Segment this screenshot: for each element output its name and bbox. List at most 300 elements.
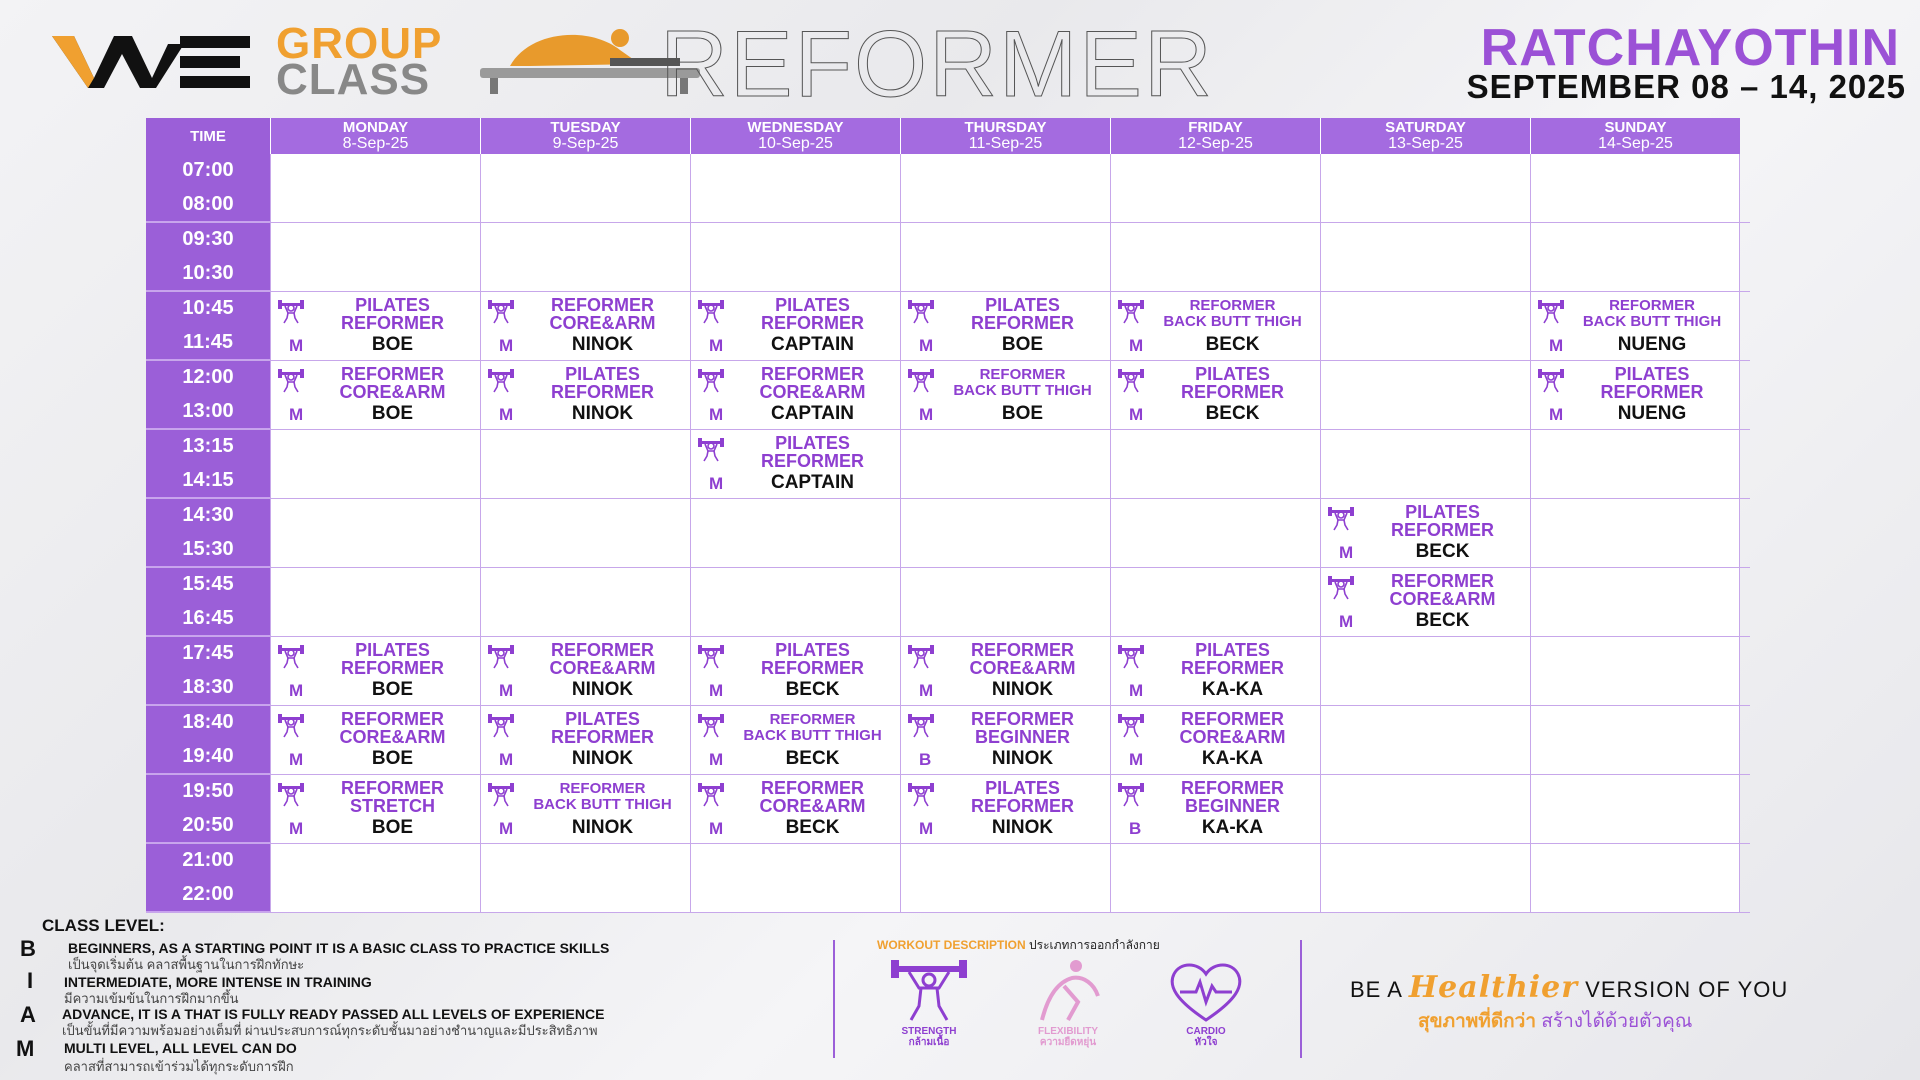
- class-name-line1: REFORMER: [341, 364, 444, 384]
- trainer-name: BECK: [1205, 334, 1260, 355]
- class-name-line2: CORE&ARM: [969, 658, 1076, 678]
- class-level-badge: M: [1129, 336, 1144, 355]
- schedule-cell: [480, 844, 690, 912]
- slogan-thai: [1418, 1006, 1692, 1036]
- day-name: WEDNESDAY: [747, 119, 844, 136]
- class-name: [1147, 779, 1318, 815]
- class-name-line2: BEGINNER: [974, 727, 1070, 747]
- start-time: 13:15: [182, 435, 234, 458]
- class-level-badge: M: [1129, 750, 1144, 769]
- level-description: MULTI LEVEL, ALL LEVEL CAN DO: [64, 1040, 297, 1056]
- start-time: 10:45: [182, 297, 234, 320]
- start-time: 17:45: [182, 642, 234, 665]
- schedule-cell: [1530, 844, 1740, 912]
- type-en: CARDIO: [1186, 1026, 1226, 1037]
- day-name: SUNDAY: [1604, 119, 1667, 136]
- schedule-cell: [690, 223, 900, 291]
- schedule-cell: [1110, 154, 1320, 222]
- class-name: [1147, 298, 1318, 330]
- level-letter: I: [27, 968, 34, 993]
- schedule-cell: [1530, 568, 1740, 636]
- class-card[interactable]: [690, 292, 900, 360]
- time-slot: [146, 568, 270, 636]
- class-name-line1: PILATES: [565, 709, 640, 729]
- trainer-name: BOE: [371, 403, 414, 424]
- class-name-line2: REFORMER: [551, 382, 654, 402]
- end-time: 08:00: [182, 192, 234, 215]
- strength-icon: [1327, 505, 1355, 531]
- schedule-grid: [146, 118, 1750, 913]
- class-card[interactable]: [1320, 568, 1530, 636]
- class-name: [307, 365, 478, 401]
- strength-icon: [697, 643, 725, 669]
- class-card[interactable]: [1110, 706, 1320, 774]
- schedule-cell: [1530, 499, 1740, 567]
- start-time: 21:00: [182, 849, 234, 872]
- schedule-cell: [1530, 430, 1740, 498]
- strength-icon: [697, 781, 725, 807]
- class-level-badge: B: [919, 750, 932, 769]
- class-name-line1: PILATES: [565, 364, 640, 384]
- class-card[interactable]: [480, 775, 690, 843]
- day-date: 8-Sep-25: [342, 135, 409, 152]
- class-name-line2: CORE&ARM: [759, 796, 866, 816]
- trainer-name: NINOK: [571, 403, 634, 424]
- class-name-line1: REFORMER: [1189, 297, 1276, 314]
- class-name-line2: BACK BUTT THIGH: [1582, 313, 1722, 330]
- schedule-cell: [900, 844, 1110, 912]
- trainer-name: NUENG: [1617, 334, 1687, 355]
- class-name-line1: REFORMER: [1181, 778, 1284, 798]
- trainer-name: BECK: [1415, 610, 1470, 631]
- schedule-cell: [1320, 292, 1530, 360]
- class-card[interactable]: [480, 292, 690, 360]
- type-en: STRENGTH: [901, 1026, 957, 1037]
- class-name: [727, 712, 898, 744]
- class-name-line2: REFORMER: [1600, 382, 1704, 402]
- schedule-cell: [270, 430, 480, 498]
- reformer-title: REFORMER: [660, 11, 1214, 116]
- end-time: 15:30: [182, 537, 234, 560]
- class-level-badge: M: [1339, 543, 1354, 562]
- strength-icon: [1537, 367, 1565, 393]
- class-level-badge: M: [709, 681, 724, 700]
- class-card[interactable]: [270, 706, 480, 774]
- day-name: SATURDAY: [1385, 119, 1466, 136]
- class-name: [517, 641, 688, 677]
- class-name: [937, 296, 1108, 332]
- class-name-line2: REFORMER: [341, 658, 444, 678]
- workout-description-title: [877, 936, 1160, 955]
- class-level-badge: M: [499, 405, 514, 424]
- class-name-line1: PILATES: [775, 640, 850, 660]
- schedule-row: [146, 775, 1750, 844]
- strength-icon: [907, 298, 935, 324]
- schedule-cell: [900, 223, 1110, 291]
- class-name: [1147, 710, 1318, 746]
- trainer-name: NINOK: [991, 748, 1054, 769]
- schedule-cell: [1530, 154, 1740, 222]
- strength-icon: [1117, 298, 1145, 324]
- level-letter: A: [20, 1002, 36, 1027]
- time-slot: [146, 775, 270, 843]
- class-name-line1: PILATES: [1614, 364, 1690, 384]
- trainer-name: NINOK: [571, 334, 634, 355]
- schedule-cell: [1320, 706, 1530, 774]
- class-name: [1147, 365, 1318, 401]
- class-name-line2: REFORMER: [971, 313, 1074, 333]
- slogan: [1350, 970, 1788, 1005]
- class-name-line2: REFORMER: [1181, 658, 1284, 678]
- slogan-post: VERSION OF YOU: [1578, 977, 1789, 1002]
- day-name: TUESDAY: [550, 119, 621, 136]
- strength-icon: [487, 712, 515, 738]
- end-time: 13:00: [182, 399, 234, 422]
- end-time: 11:45: [182, 330, 234, 353]
- class-name: [1147, 641, 1318, 677]
- trainer-name: BOE: [371, 679, 414, 700]
- schedule-cell: [270, 223, 480, 291]
- class-name: [727, 296, 898, 332]
- class-name: [727, 641, 898, 677]
- class-level-badge: M: [1549, 405, 1564, 424]
- class-card[interactable]: [690, 430, 900, 498]
- class-name: [1567, 298, 1737, 330]
- schedule-cell: [270, 154, 480, 222]
- schedule-row: [146, 430, 1750, 499]
- trainer-name: NINOK: [991, 679, 1054, 700]
- class-name: [307, 296, 478, 332]
- workout-title-en: WORKOUT DESCRIPTION: [877, 938, 1026, 952]
- class-name: [727, 365, 898, 401]
- trainer-name: NINOK: [571, 817, 634, 838]
- class-name: [937, 710, 1108, 746]
- schedule-cell: [1320, 637, 1530, 705]
- day-header-wednesday: [690, 118, 900, 154]
- flexibility-icon: [1028, 956, 1108, 1026]
- level-description: BEGINNERS, AS A STARTING POINT IT IS A BASIC CLASS TO PRACTICE SKILLS: [68, 940, 610, 956]
- slogan-thai-accent: สุขภาพที่ดีกว่า: [1418, 1011, 1537, 1032]
- class-level-badge: M: [289, 681, 304, 700]
- day-header-tuesday: [480, 118, 690, 154]
- class-name-line2: CORE&ARM: [549, 313, 656, 333]
- strength-icon: [487, 643, 515, 669]
- strength-icon: [277, 712, 305, 738]
- time-column-header: TIME: [146, 118, 270, 154]
- schedule-cell: [900, 499, 1110, 567]
- schedule-cell: [1320, 361, 1530, 429]
- schedule-cell: [480, 223, 690, 291]
- strength-icon: [697, 436, 725, 462]
- schedule-cell: [1110, 568, 1320, 636]
- cardio-label: [1146, 1026, 1266, 1048]
- class-name-line2: REFORMER: [1391, 520, 1494, 540]
- class-name-line1: PILATES: [1195, 364, 1270, 384]
- class-level-badge: M: [709, 336, 724, 355]
- class-card[interactable]: [900, 361, 1110, 429]
- class-card[interactable]: [270, 775, 480, 843]
- class-name: [1357, 572, 1528, 608]
- class-name-line2: BACK BUTT THIGH: [953, 382, 1092, 399]
- trainer-name: NINOK: [571, 679, 634, 700]
- strength-icon: [1117, 781, 1145, 807]
- schedule-header-row: [146, 118, 1750, 154]
- level-description: INTERMEDIATE, MORE INTENSE IN TRAINING: [64, 974, 372, 990]
- type-th: หัวใจ: [1194, 1037, 1218, 1048]
- class-card[interactable]: [1530, 361, 1740, 429]
- class-name-line1: REFORMER: [971, 709, 1074, 729]
- class-name-line2: REFORMER: [761, 658, 864, 678]
- class-name-line1: REFORMER: [1181, 709, 1284, 729]
- strength-icon: [277, 643, 305, 669]
- time-slot: [146, 844, 270, 912]
- class-level-badge: M: [919, 819, 934, 838]
- class-card[interactable]: [1320, 499, 1530, 567]
- group-class-title: [276, 19, 443, 104]
- class-card[interactable]: [900, 775, 1110, 843]
- schedule-cell: [1530, 706, 1740, 774]
- strength-icon: [277, 367, 305, 393]
- day-name: MONDAY: [342, 119, 409, 136]
- class-card[interactable]: [480, 637, 690, 705]
- type-th: ความยืดหยุ่น: [1039, 1037, 1097, 1048]
- class-name-line2: STRETCH: [350, 796, 435, 816]
- schedule-cell: [1110, 844, 1320, 912]
- trainer-name: BOE: [371, 334, 414, 355]
- schedule-cell: [900, 568, 1110, 636]
- class-card[interactable]: [900, 637, 1110, 705]
- day-date: 13-Sep-25: [1388, 135, 1463, 152]
- day-name: THURSDAY: [964, 119, 1047, 136]
- class-card[interactable]: [1110, 775, 1320, 843]
- strength-icon: [487, 781, 515, 807]
- class-card[interactable]: [1110, 292, 1320, 360]
- schedule-cell: [1320, 430, 1530, 498]
- strength-icon: [1117, 643, 1145, 669]
- level-letter: M: [16, 1036, 35, 1061]
- level-description: ADVANCE, IT IS A THAT IS FULLY READY PASSED ALL LEVELS OF EXPERIENCE: [62, 1006, 605, 1022]
- level-description-thai: เป็นจุดเริ่มต้น คลาสพื้นฐานในการฝึกทักษะ: [68, 957, 305, 972]
- class-name: [937, 641, 1108, 677]
- schedule-row: [146, 292, 1750, 361]
- class-level-badge: M: [919, 405, 934, 424]
- class-level-badge: M: [709, 405, 724, 424]
- class-name-line1: PILATES: [1195, 640, 1270, 660]
- end-time: 22:00: [182, 882, 234, 905]
- schedule-cell: [900, 154, 1110, 222]
- schedule-cell: [1110, 430, 1320, 498]
- schedule-row: [146, 706, 1750, 775]
- class-name-line1: PILATES: [355, 295, 430, 315]
- class-name: [727, 434, 898, 470]
- strength-icon: [907, 781, 935, 807]
- level-letter: B: [20, 936, 36, 961]
- strength-icon: [277, 781, 305, 807]
- strength-icon: [907, 367, 935, 393]
- class-level-badge: M: [499, 819, 514, 838]
- class-level-badge: M: [289, 405, 304, 424]
- trainer-name: CAPTAIN: [770, 403, 855, 424]
- strength-icon: [907, 643, 935, 669]
- time-slot: [146, 154, 270, 222]
- strength-icon: [277, 298, 305, 324]
- class-name-line1: PILATES: [775, 295, 850, 315]
- schedule-cell: [480, 154, 690, 222]
- class-name-line1: REFORMER: [1391, 571, 1494, 591]
- slogan-thai-rest: สร้างได้ด้วยตัวคุณ: [1536, 1011, 1693, 1032]
- class-name-line1: REFORMER: [1609, 297, 1695, 314]
- schedule-cell: [690, 568, 900, 636]
- class-card[interactable]: [1110, 361, 1320, 429]
- class-card[interactable]: [270, 637, 480, 705]
- start-time: 07:00: [182, 159, 234, 182]
- schedule-cell: [1530, 637, 1740, 705]
- strength-label: [869, 1026, 989, 1048]
- class-name: [727, 779, 898, 815]
- slogan-pre: BE A: [1350, 977, 1409, 1002]
- class-name-line2: REFORMER: [1181, 382, 1284, 402]
- day-header-sunday: [1530, 118, 1740, 154]
- class-name-line2: REFORMER: [551, 727, 654, 747]
- class-card[interactable]: [690, 775, 900, 843]
- schedule-cell: [270, 568, 480, 636]
- time-slot: [146, 361, 270, 429]
- time-slot: [146, 223, 270, 291]
- class-card[interactable]: [1110, 637, 1320, 705]
- trainer-name: BECK: [1205, 403, 1260, 424]
- schedule-cell: [1320, 223, 1530, 291]
- class-card[interactable]: [900, 292, 1110, 360]
- type-en: FLEXIBILITY: [1038, 1026, 1098, 1037]
- class-name-line2: CORE&ARM: [1179, 727, 1286, 747]
- day-date: 9-Sep-25: [552, 135, 619, 152]
- strength-icon: [487, 298, 515, 324]
- flexibility-label: [1008, 1026, 1128, 1048]
- day-date: 10-Sep-25: [758, 135, 833, 152]
- class-card[interactable]: [690, 361, 900, 429]
- class-name: [517, 710, 688, 746]
- level-description-thai: คลาสที่สามารถเข้าร่วมได้ทุกระดับการฝึก: [64, 1059, 294, 1074]
- class-level-badge: M: [1549, 336, 1564, 355]
- schedule-row: [146, 637, 1750, 706]
- class-name-line2: REFORMER: [341, 313, 444, 333]
- day-date: 14-Sep-25: [1598, 135, 1673, 152]
- class-name: [1357, 503, 1528, 539]
- schedule-cell: [480, 568, 690, 636]
- day-name: FRIDAY: [1188, 119, 1243, 136]
- time-slot: [146, 499, 270, 567]
- class-name: [307, 710, 478, 746]
- class-name-line2: CORE&ARM: [1389, 589, 1496, 609]
- class-card[interactable]: [690, 637, 900, 705]
- class-level-badge: M: [499, 750, 514, 769]
- class-name-line1: REFORMER: [769, 711, 856, 728]
- schedule-cell: [1530, 775, 1740, 843]
- strength-icon: [487, 367, 515, 393]
- day-header-saturday: [1320, 118, 1530, 154]
- class-name: [307, 641, 478, 677]
- class-level-badge: M: [499, 336, 514, 355]
- strength-icon: [697, 712, 725, 738]
- schedule-cell: [690, 844, 900, 912]
- schedule-row: [146, 223, 1750, 292]
- class-level-badge: B: [1129, 819, 1142, 838]
- schedule-cell: [270, 844, 480, 912]
- schedule-cell: [270, 499, 480, 567]
- trainer-name: NUENG: [1617, 403, 1687, 424]
- class-name-line1: PILATES: [1405, 502, 1480, 522]
- class-card[interactable]: [270, 292, 480, 360]
- start-time: 18:40: [182, 711, 234, 734]
- schedule-body: [146, 154, 1750, 913]
- day-header-thursday: [900, 118, 1110, 154]
- class-name-line2: CORE&ARM: [759, 382, 866, 402]
- level-description-thai: เป็นขั้นที่มีความพร้อมอย่างเต็มที่ ผ่านประสบการณ์ทุกระดับชั้นมาอย่างชำนาญและมีประสิทธิภาพ: [62, 1023, 598, 1038]
- class-level-badge: M: [709, 819, 724, 838]
- slogan-highlight: Healthier: [1408, 970, 1579, 1005]
- trainer-name: BOE: [371, 817, 414, 838]
- schedule-cell: [690, 154, 900, 222]
- trainer-name: BECK: [1415, 541, 1470, 562]
- end-time: 14:15: [182, 468, 234, 491]
- class-name-line2: BACK BUTT THIGH: [533, 796, 672, 813]
- class-name-line1: REFORMER: [341, 778, 444, 798]
- class-card[interactable]: [480, 361, 690, 429]
- class-name-line1: PILATES: [985, 778, 1060, 798]
- schedule-row: [146, 361, 1750, 430]
- class-level-badge: M: [919, 336, 934, 355]
- class-card[interactable]: [900, 706, 1110, 774]
- strength-icon: [907, 712, 935, 738]
- schedule-cell: [480, 499, 690, 567]
- schedule-cell: [1530, 223, 1740, 291]
- day-header-monday: [270, 118, 480, 154]
- class-name: [937, 779, 1108, 815]
- schedule-cell: [1320, 154, 1530, 222]
- day-date: 12-Sep-25: [1178, 135, 1253, 152]
- end-time: 19:40: [182, 744, 234, 767]
- class-card[interactable]: [270, 361, 480, 429]
- class-name-line1: REFORMER: [551, 295, 654, 315]
- class-name-line1: PILATES: [985, 295, 1060, 315]
- class-name-line1: REFORMER: [559, 780, 646, 797]
- schedule-row: [146, 844, 1750, 913]
- class-card[interactable]: [480, 706, 690, 774]
- class-level-badge: M: [709, 474, 724, 493]
- class-name-line2: CORE&ARM: [339, 727, 446, 747]
- strength-icon: [1327, 574, 1355, 600]
- time-slot: [146, 637, 270, 705]
- class-name-line1: REFORMER: [551, 640, 654, 660]
- class-card[interactable]: [690, 706, 900, 774]
- end-time: 16:45: [182, 606, 234, 629]
- schedule-row: [146, 154, 1750, 223]
- class-name-line2: CORE&ARM: [549, 658, 656, 678]
- start-time: 15:45: [182, 573, 234, 596]
- class-level-badge: M: [289, 750, 304, 769]
- trainer-name: CAPTAIN: [770, 334, 855, 355]
- workout-title-th: ประเภทการออกกำลังกาย: [1029, 938, 1160, 952]
- strength-icon: [697, 367, 725, 393]
- class-name-line1: REFORMER: [341, 709, 444, 729]
- class-name: [307, 779, 478, 815]
- class-name: [1567, 365, 1737, 401]
- class-card[interactable]: [1530, 292, 1740, 360]
- strength-icon: [1117, 712, 1145, 738]
- class-name-line1: PILATES: [775, 433, 850, 453]
- trainer-name: KA-KA: [1201, 817, 1264, 838]
- day-date: 11-Sep-25: [968, 135, 1043, 152]
